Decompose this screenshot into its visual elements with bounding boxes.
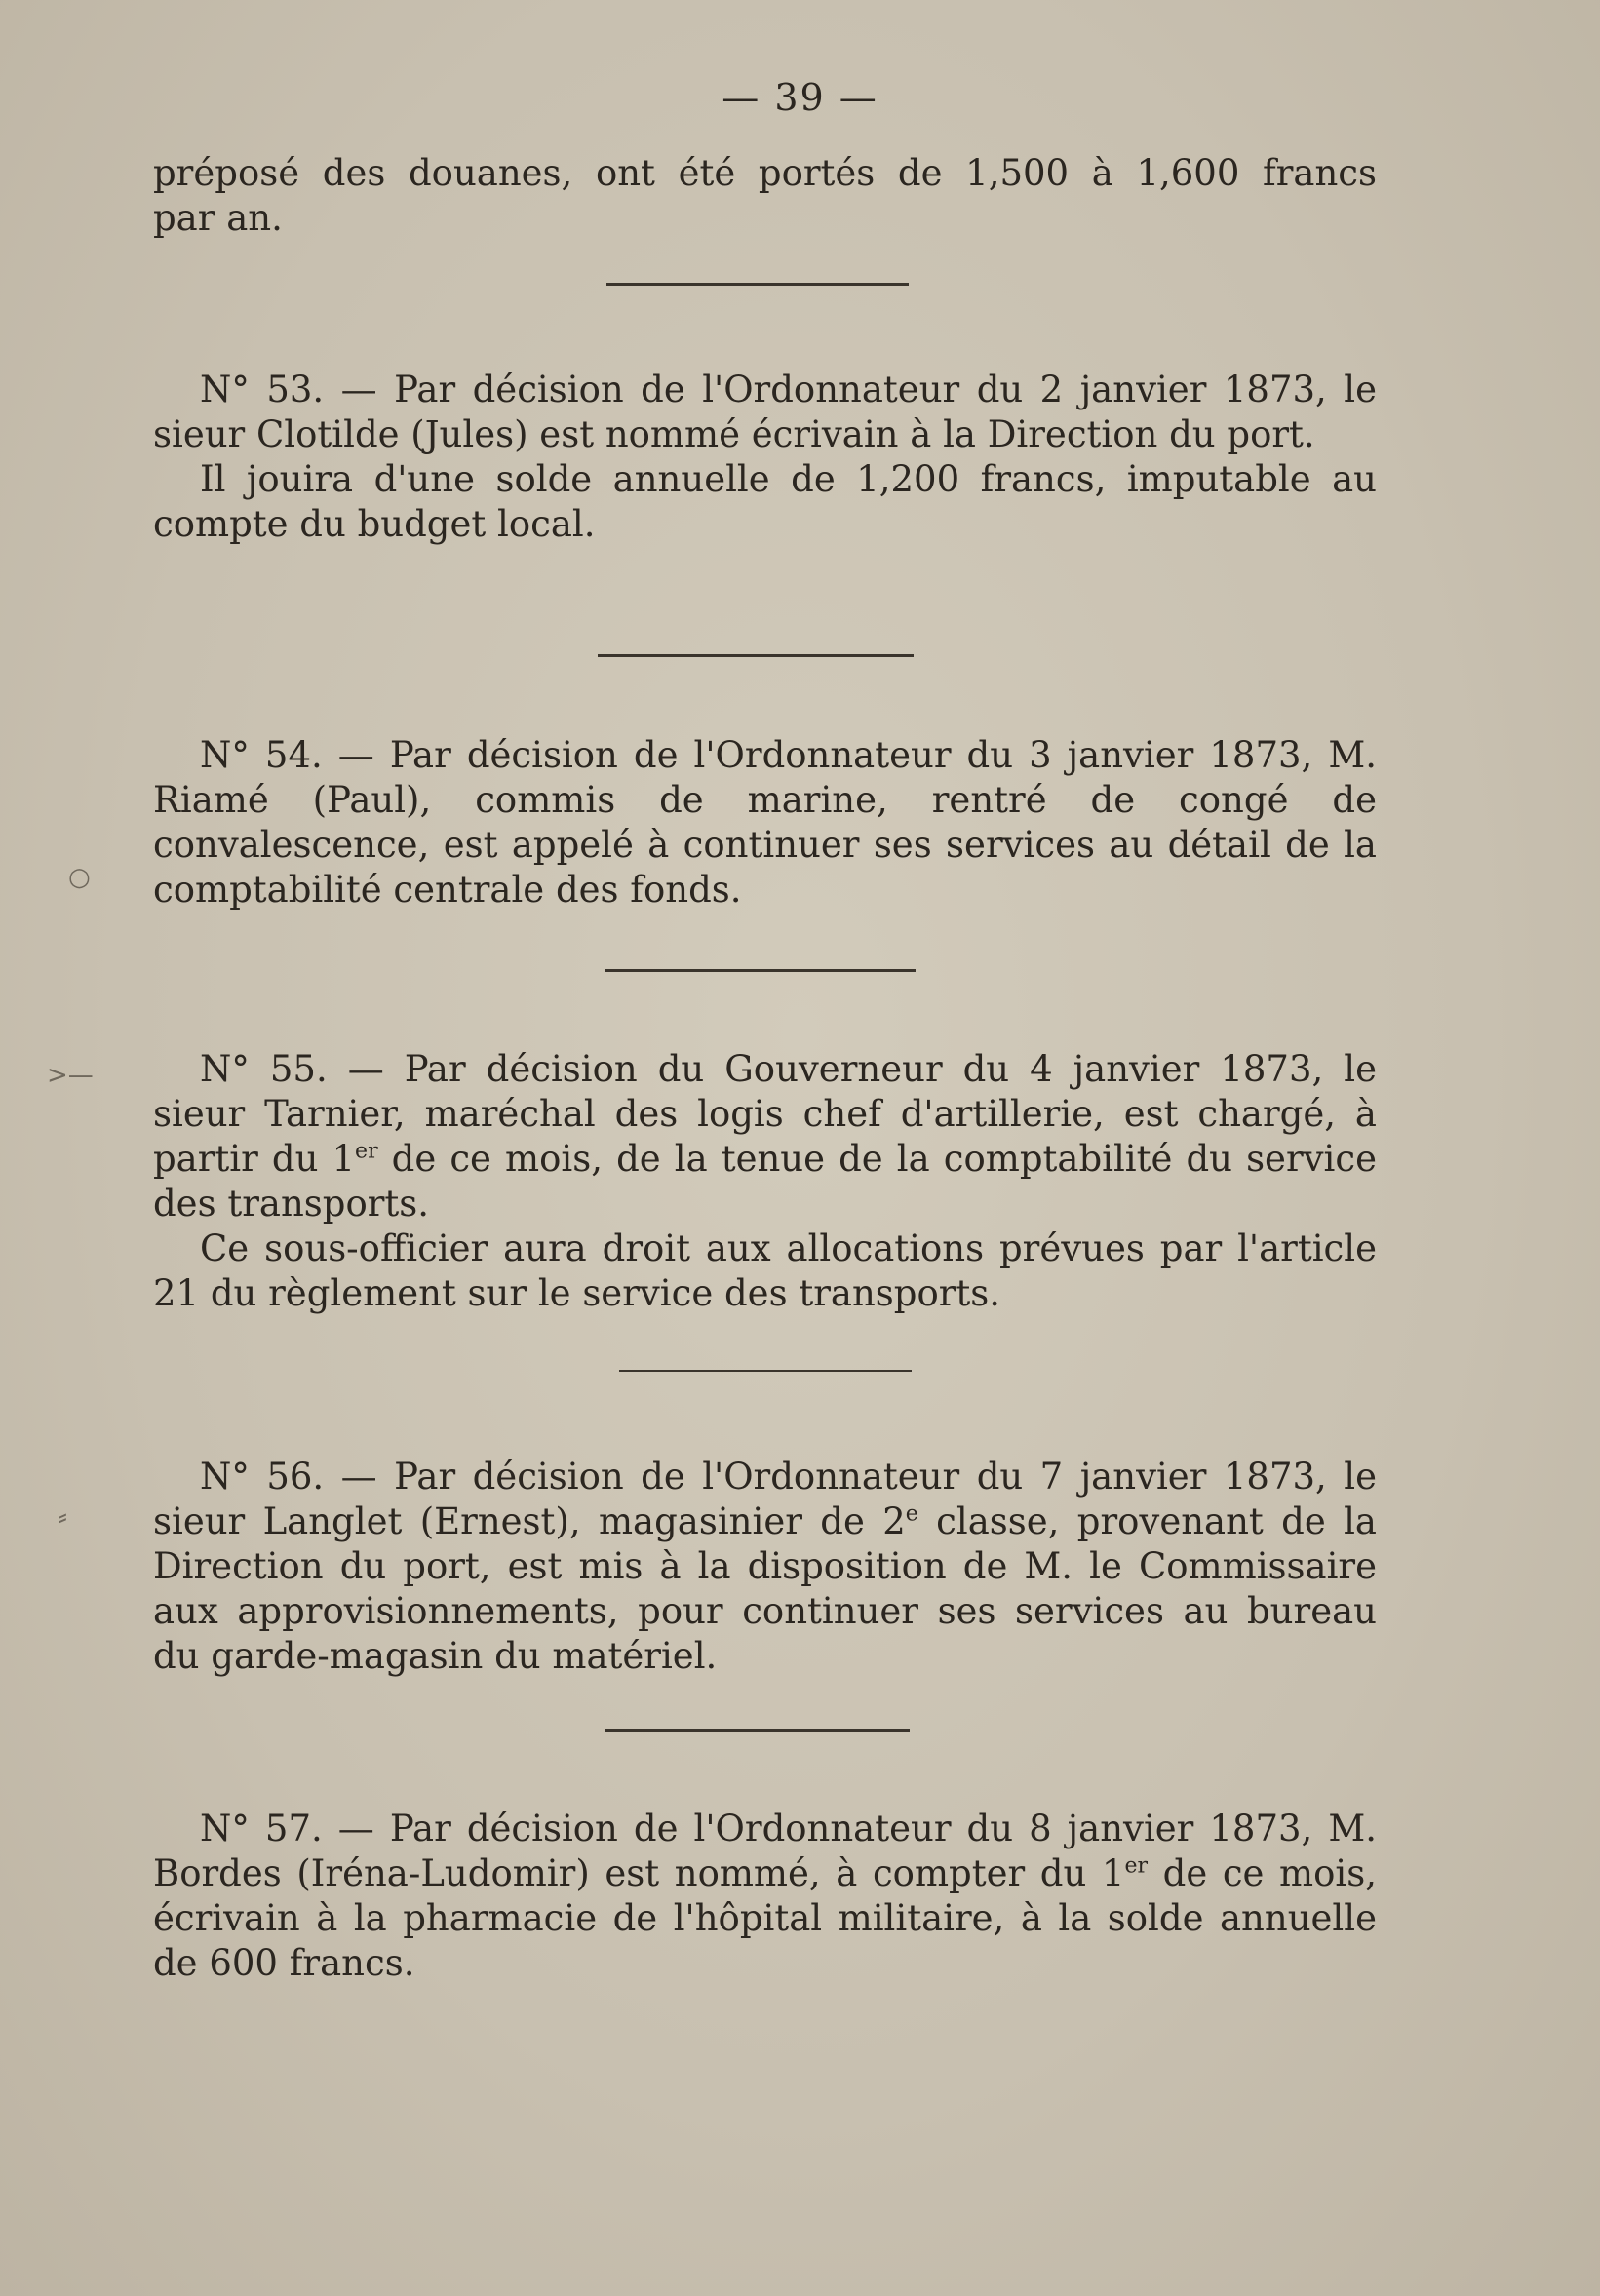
margin-arrow-mark: >— [47,1061,94,1090]
entry-56 [153,1455,1377,1679]
entry-55-paragraph-1 [153,1047,1377,1226]
entry-56-paragraph-1 [153,1455,1377,1679]
opening-line-2: par an. [153,197,283,239]
entry-55-text-a: N° 55. — Par décision du Gouverneur du 4 janvier 1873, le sieur Tarnier, maréchal des logis chef d'artillerie, est chargé, à partir du 1 [153,1048,1377,1180]
margin-tick-mark: ⸗ [59,1502,67,1532]
entry-57-text-b: de ce mois, écrivain à la pharmacie de l'hôpital militaire, à la solde annuelle de 600 francs. [153,1852,1377,1984]
entry-55 [153,1047,1377,1316]
section-divider [606,283,909,286]
entry-53-paragraph-1: N° 53. — Par décision de l'Ordonnateur du 2 janvier 1873, le sieur Clotilde (Jules) est nommé écrivain à la Direction du port. [153,369,1377,455]
entry-55-superscript: er [355,1139,378,1164]
section-divider [619,1370,912,1372]
entry-56-superscript: e [905,1501,918,1527]
entry-57-superscript: er [1124,1853,1149,1879]
entry-56-text-b: classe, provenant de la Direction du port, est mis à la disposition de M. le Commissaire aux approvisionnements, pour continuer ses services au bureau du garde-magasin du matériel. [153,1500,1377,1677]
entry-55-paragraph-2: Ce sous-officier aura droit aux allocations prévues par l'article 21 du règlement sur le service des transports. [153,1227,1377,1314]
entry-55-text-b: de ce mois, de la tenue de la comptabilité du service des transports. [153,1138,1377,1225]
section-divider [605,1729,910,1732]
entry-53 [153,368,1377,547]
section-divider [598,654,914,657]
opening-paragraph [153,151,1377,241]
page-number: — 39 — [722,76,878,119]
section-divider [605,969,916,972]
margin-circle-mark: ○ [68,863,91,892]
entry-57-text-a: N° 57. — Par décision de l'Ordonnateur du 8 janvier 1873, M. Bordes (Iréna-Ludomir) est nommé, à compter du 1 [153,1808,1377,1894]
entry-54-paragraph-1: N° 54. — Par décision de l'Ordonnateur du 3 janvier 1873, M. Riamé (Paul), commis de marine, rentré de congé de convalescence, est appelé à continuer ses services au détail de la comptabilité centrale des fonds. [153,734,1377,911]
opening-line-1: préposé des douanes, ont été portés de 1,500 à 1,600 francs [153,152,1377,194]
entry-53-paragraph-2: Il jouira d'une solde annuelle de 1,200 francs, imputable au compte du budget local. [153,458,1377,545]
entry-57-paragraph-1 [153,1807,1377,1986]
entry-54 [153,733,1377,913]
entry-57 [153,1807,1377,1986]
entry-56-text-a: N° 56. — Par décision de l'Ordonnateur du 7 janvier 1873, le sieur Langlet (Ernest), magasinier de 2 [153,1456,1377,1542]
